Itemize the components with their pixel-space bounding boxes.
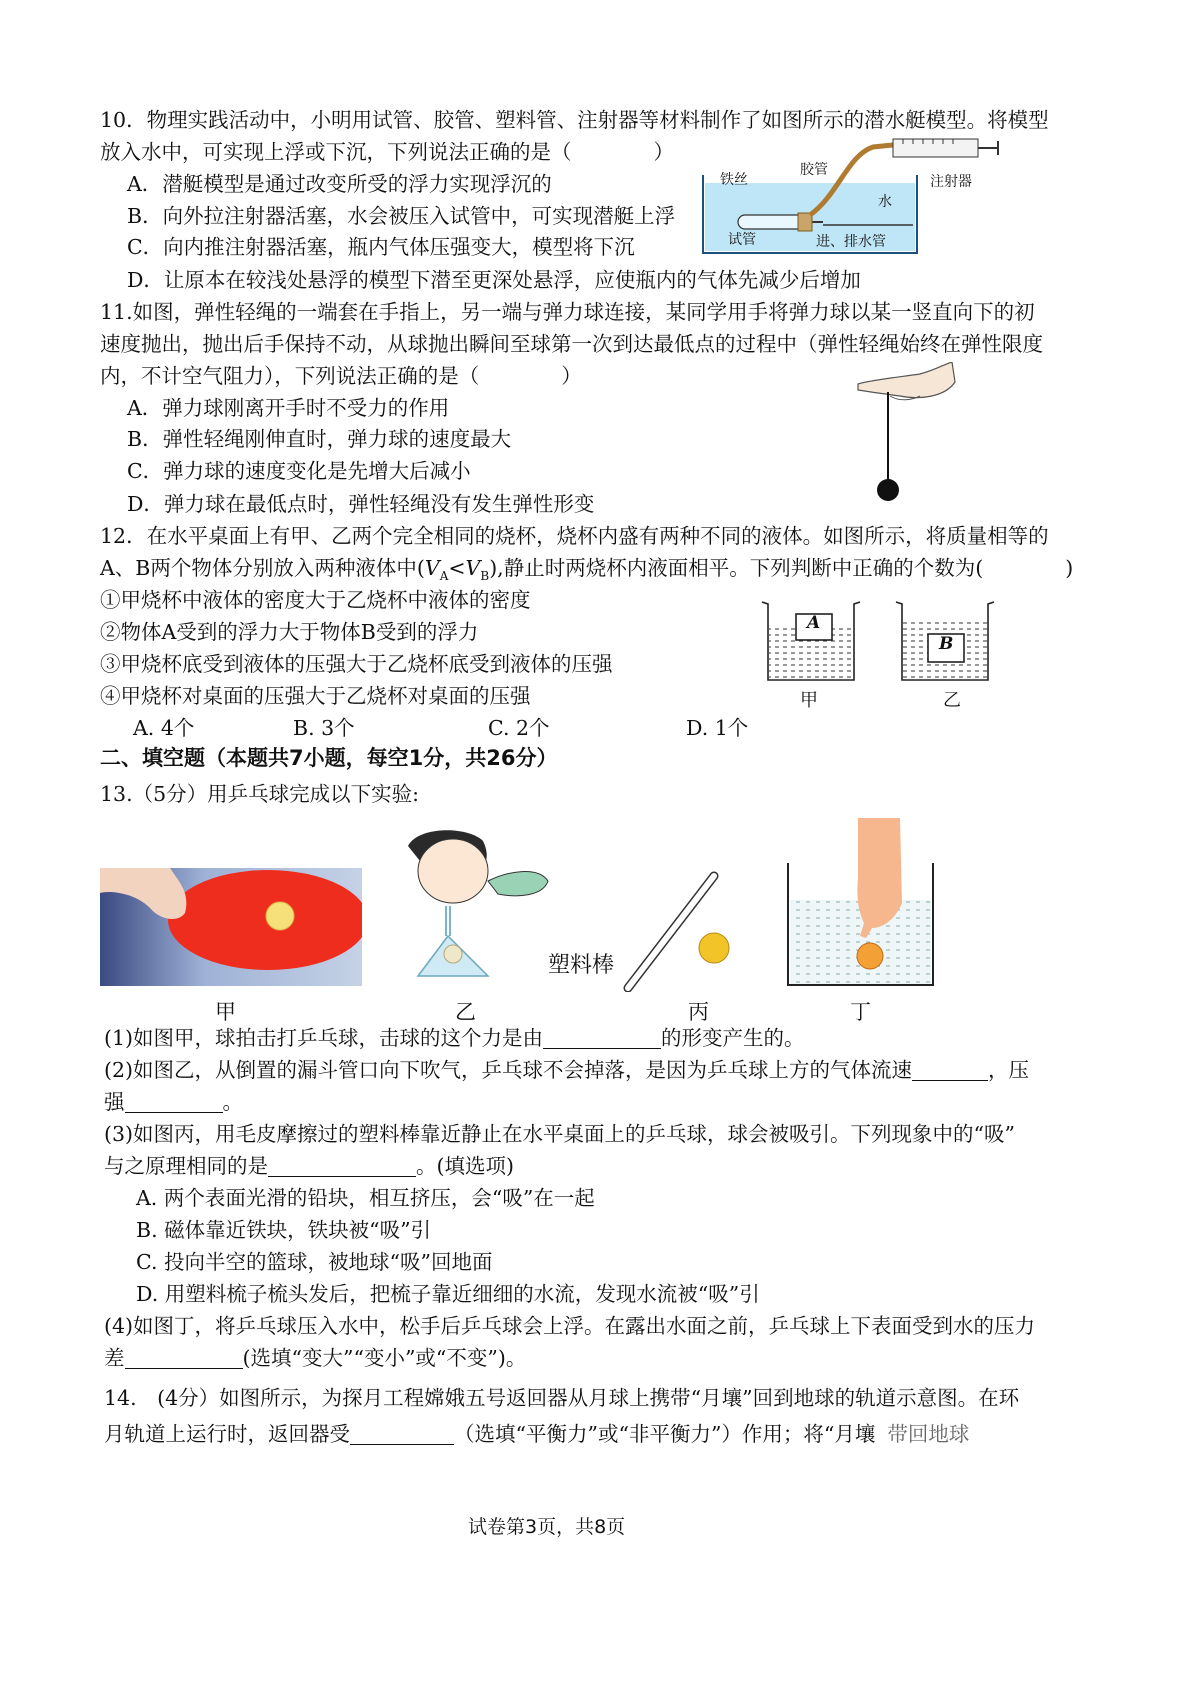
- page-footer: 试卷第3页，共8页: [468, 1516, 626, 1538]
- q13-part2-c: 强: [104, 1090, 125, 1114]
- q14-line1: 14. (4分）如图所示，为探月工程嫦娥五号返回器从月球上携带“月壤”回到地球的轨道示意图。在环: [104, 1386, 1020, 1410]
- q13-option-b: B. 磁体靠近铁块，铁块被“吸”引: [136, 1218, 432, 1242]
- q12-statement-3: ③甲烧杯底受到液体的压强大于乙烧杯底受到液体的压强: [100, 652, 613, 676]
- funnel-figure: [388, 826, 553, 986]
- q11-stem-line3: 内，不计空气阻力），下列说法正确的是（ ）: [100, 364, 582, 388]
- label-jiaoguan: 胶管: [800, 162, 828, 178]
- label-water: 水: [878, 194, 892, 210]
- q13-part1-b: 的形变产生的。: [661, 1026, 805, 1050]
- q13-part4-c: (选填“变大”“变小”或“不变”)。: [242, 1346, 527, 1370]
- q12-option-b: B. 3个: [293, 716, 355, 740]
- fig-yi-caption: 乙: [455, 1000, 476, 1024]
- va-subscript: A: [439, 569, 449, 584]
- q13-blank-2[interactable]: [912, 1060, 988, 1081]
- vb-symbol: V: [465, 556, 481, 580]
- fig-bing-caption: 丙: [688, 1000, 709, 1024]
- q13-part4-b: 差: [104, 1346, 125, 1370]
- q13-part4-cont: [104, 1344, 526, 1372]
- q13-option-d: D. 用塑料梳子梳头发后，把梳子靠近细细的水流，发现水流被“吸”引: [136, 1282, 760, 1306]
- q14-line2-a: 月轨道上运行时，返回器受: [104, 1422, 350, 1446]
- q13-part3-b: 与之原理相同的是: [104, 1154, 268, 1178]
- paddle-figure: [100, 868, 362, 986]
- q14-line2: [104, 1420, 969, 1448]
- less-than: <: [448, 556, 466, 580]
- q13-blank-1[interactable]: [543, 1028, 661, 1049]
- q10-option-a: A．潜艇模型是通过改变所受的浮力实现浮沉的: [127, 172, 552, 196]
- q13-part3: (3)如图丙，用毛皮摩擦过的塑料棒靠近静止在水平桌面上的乒乓球，球会被吸引。下列现象中的“吸”: [104, 1122, 1015, 1146]
- q14-line2-c: 带回地球: [887, 1422, 970, 1446]
- q10-option-c: C．向内推注射器活塞，瓶内气体压强变大，模型将下沉: [127, 235, 635, 259]
- section-title: 二、填空题（本题共7小题，每空1分，共26分）: [100, 746, 558, 770]
- hand-ball-figure: [850, 362, 960, 507]
- va-symbol: V: [424, 556, 440, 580]
- fig-ding-caption: 丁: [850, 1000, 871, 1024]
- label-shiguan: 试管: [728, 232, 756, 248]
- q11-stem-line2: 速度抛出，抛出后手保持不动，从球抛出瞬间至球第一次到达最低点的过程中（弹性轻绳始终在弹性限度: [100, 332, 1043, 356]
- q12-statement-1: ①甲烧杯中液体的密度大于乙烧杯中液体的密度: [100, 588, 531, 612]
- q14-blank-1[interactable]: [350, 1424, 454, 1445]
- label-zhusheqi: 注射器: [930, 174, 972, 190]
- rod-label: 塑料棒: [548, 953, 615, 978]
- q10-option-b: B．向外拉注射器活塞，水会被压入试管中，可实现潜艇上浮: [127, 204, 676, 228]
- q13-part4: (4)如图丁，将乒乓球压入水中，松手后乒乓球会上浮。在露出水面之前，乒乓球上下表面受到水的压力: [104, 1314, 1036, 1338]
- q13-blank-4[interactable]: [268, 1156, 416, 1177]
- beakers-figure: [758, 596, 1008, 711]
- q11-option-a: A．弹力球刚离开手时不受力的作用: [127, 396, 450, 420]
- q11-option-c: C．弹力球的速度变化是先增大后减小: [127, 459, 471, 483]
- finger-beaker-figure: [784, 818, 939, 988]
- object-a-label: A: [807, 613, 821, 633]
- q10-stem-line2: 放入水中，可实现上浮或下沉，下列说法正确的是（ ）: [100, 140, 674, 164]
- q11-option-b: B．弹性轻绳刚伸直时，弹力球的速度最大: [127, 427, 512, 451]
- label-paishuiguan: 进、排水管: [816, 234, 886, 250]
- q11-stem-line1: 11.如图，弹性轻绳的一端套在手指上，另一端与弹力球连接，某同学用手将弹力球以某一竖直向下的初: [100, 300, 1035, 324]
- q13-part3-cont: [104, 1152, 514, 1180]
- q12-statement-4: ④甲烧杯对桌面的压强大于乙烧杯对桌面的压强: [100, 684, 531, 708]
- label-tiesi: 铁丝: [720, 172, 748, 188]
- q13-blank-5[interactable]: [125, 1348, 243, 1369]
- q13-blank-3[interactable]: [125, 1092, 223, 1113]
- fig-jia-caption: 甲: [215, 1000, 236, 1024]
- q13-part2-a: (2)如图乙，从倒置的漏斗管口向下吹气，乒乓球不会掉落，是因为乒乓球上方的气体流速: [104, 1058, 913, 1082]
- object-b-label: B: [939, 634, 954, 654]
- q12-stem-2b: ),静止时两烧杯内液面相平。下列判断中正确的个数为( ): [489, 556, 1074, 580]
- q13-part2-d: 。: [222, 1090, 243, 1114]
- beaker-yi-caption: 乙: [943, 690, 961, 711]
- q14-line2-b: （选填“平衡力”或“非平衡力”）作用；将“月壤: [454, 1422, 876, 1446]
- q13-part1: [104, 1024, 805, 1052]
- q13-part2-cont: [104, 1088, 243, 1116]
- beaker-jia-caption: 甲: [800, 690, 818, 711]
- q13-part3-c: 。(填选项): [416, 1154, 514, 1178]
- q10-stem-line1: 10．物理实践活动中，小明用试管、胶管、塑料管、注射器等材料制作了如图所示的潜水艇模型。将模型: [100, 108, 1049, 132]
- q13-part1-a: (1)如图甲，球拍击打乒乓球，击球的这个力是由: [104, 1026, 544, 1050]
- q12-statement-2: ②物体A受到的浮力大于物体B受到的浮力: [100, 620, 479, 644]
- rod-ball-figure: [618, 870, 748, 992]
- q13-option-a: A. 两个表面光滑的铅块，相互挤压，会“吸”在一起: [136, 1186, 595, 1210]
- q12-stem-line1: 12．在水平桌面上有甲、乙两个完全相同的烧杯，烧杯内盛有两种不同的液体。如图所示，将质量相等的: [100, 524, 1049, 548]
- q11-option-d: D．弹力球在最低点时，弹性轻绳没有发生弹性形变: [127, 492, 595, 516]
- q12-option-c: C. 2个: [488, 716, 550, 740]
- q12-option-a: A. 4个: [133, 716, 195, 740]
- q12-option-d: D. 1个: [686, 716, 749, 740]
- q12-stem-2a: A、B两个物体分别放入两种液体中(: [100, 556, 425, 580]
- submarine-model-figure: [698, 135, 1008, 260]
- q13-part2-b: ，压: [988, 1058, 1030, 1082]
- q10-option-d: D．让原本在较浅处悬浮的模型下潜至更深处悬浮，应使瓶内的气体先减少后增加: [127, 268, 861, 292]
- q13-stem: 13.（5分）用乒乓球完成以下实验:: [100, 782, 420, 806]
- q13-part2: [104, 1056, 1029, 1084]
- vb-subscript: B: [480, 569, 490, 584]
- q12-stem-line2: [100, 554, 1073, 590]
- q13-option-c: C. 投向半空的篮球，被地球“吸”回地面: [136, 1250, 493, 1274]
